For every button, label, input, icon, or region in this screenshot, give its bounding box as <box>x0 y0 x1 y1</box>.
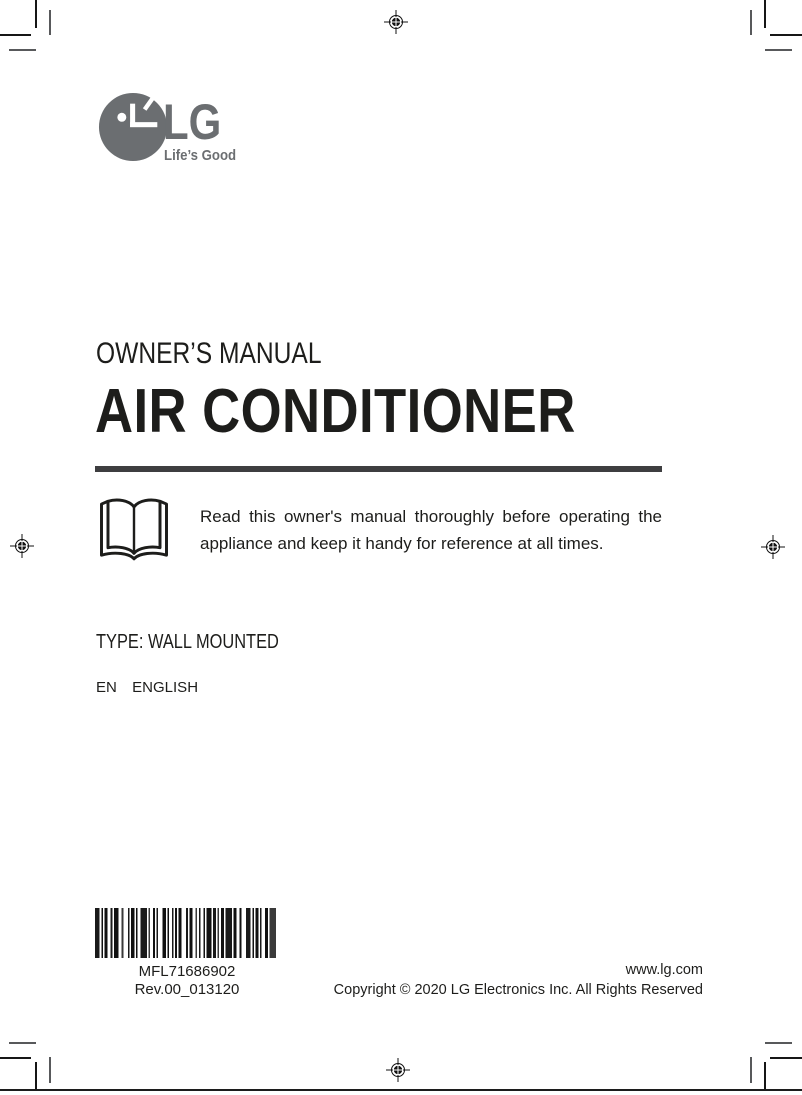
crop-mark <box>9 49 36 51</box>
crop-mark <box>765 1042 792 1044</box>
registration-target-icon <box>386 1058 410 1082</box>
language-code: EN <box>96 679 117 696</box>
lg-tagline: Life’s Good <box>164 147 237 164</box>
crop-mark <box>0 1057 31 1059</box>
page-edge-rule <box>0 1089 802 1091</box>
read-notice <box>200 503 662 557</box>
lg-logo-text: LG <box>163 94 222 150</box>
notice-line-2: appliance and keep it handy for reference at all times. <box>200 534 604 553</box>
crop-mark <box>35 0 37 28</box>
part-number: MFL71686902 <box>138 963 236 980</box>
website: www.lg.com <box>625 962 703 978</box>
crop-mark <box>49 1057 51 1083</box>
doc-type-title: OWNER’S MANUAL <box>96 337 322 370</box>
revision-number: Rev.00_013120 <box>134 981 240 998</box>
crop-mark <box>764 0 766 28</box>
language-name: ENGLISH <box>132 679 199 696</box>
copyright: Copyright © 2020 LG Electronics Inc. All Rights Reserved <box>333 982 703 998</box>
crop-mark <box>770 1057 802 1059</box>
footer-right <box>334 960 703 1000</box>
crop-mark <box>0 34 31 36</box>
barcode-block <box>95 908 279 998</box>
crop-mark <box>764 1062 766 1090</box>
barcode <box>95 908 279 958</box>
crop-mark <box>35 1062 37 1090</box>
crop-mark <box>765 49 792 51</box>
title-divider <box>95 466 662 472</box>
registration-target-icon <box>10 534 34 558</box>
type-line: TYPE: WALL MOUNTED <box>96 631 279 653</box>
crop-mark <box>750 10 752 35</box>
registration-target-icon <box>384 10 408 34</box>
notice-line-1: Read this owner's manual thoroughly before operating the <box>200 507 662 526</box>
open-book-icon <box>95 491 173 571</box>
crop-mark <box>49 10 51 35</box>
language-line <box>96 679 198 696</box>
crop-mark <box>750 1057 752 1083</box>
crop-mark <box>9 1042 36 1044</box>
lg-face-icon <box>98 92 168 162</box>
crop-mark <box>770 34 802 36</box>
product-title: AIR CONDITIONER <box>95 377 576 446</box>
registration-target-icon <box>761 535 785 559</box>
